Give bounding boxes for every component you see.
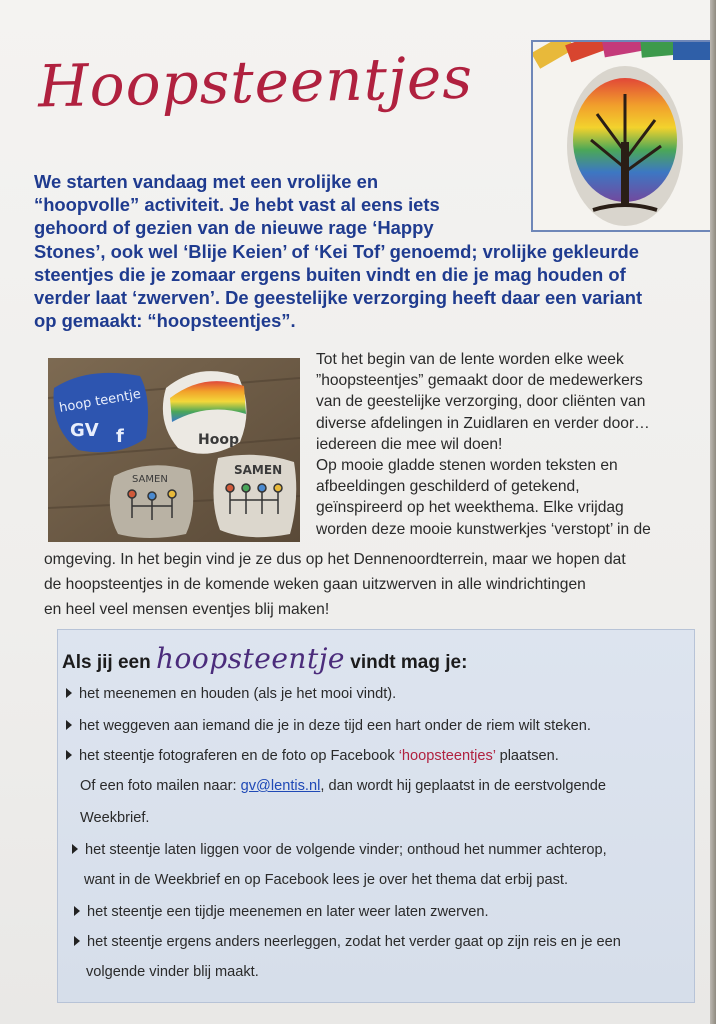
list-item-continued: want in de Weekbrief en op Facebook lees je over het thema dat erbij past.: [84, 872, 569, 888]
bullet-arrow-icon: [66, 688, 72, 698]
body-line: Op mooie gladde stenen worden teksten en: [316, 457, 618, 475]
list-item-continued: Of een foto mailen naar: gv@lentis.nl, dan wordt hij geplaatst in de eerstvolgende: [80, 778, 606, 794]
blue-stone-gv: GV: [70, 420, 99, 441]
page-title: Hoopsteentjes: [37, 43, 474, 121]
samen-right-text: SAMEN: [234, 463, 283, 477]
intro-line: “hoopvolle” activiteit. Je hebt vast al eens iets: [34, 194, 440, 216]
list-item: het steentje laten liggen voor de volgende vinder; onthoud het nummer achterop,: [72, 842, 607, 858]
body-line: omgeving. In het begin vind je ze dus op het Dennenoordterrein, maar we hopen dat: [44, 551, 626, 568]
blue-stone-text: hoop teentje: [58, 386, 143, 416]
body-line: de hoopsteentjes in de komende weken gaan uitzwerven in alle windrichtingen: [44, 576, 586, 593]
body-line: iedereen die mee wil doen!: [316, 435, 503, 453]
intro-line: op gemaakt: “hoopsteentjes”.: [34, 310, 296, 332]
box-heading-prefix: Als jij een: [62, 652, 151, 673]
painted-stones-photo: [48, 358, 300, 542]
list-item-continued: volgende vinder blij maakt.: [86, 964, 259, 980]
list-item-continued: Weekbrief.: [80, 810, 150, 826]
list-item: het steentje ergens anders neerleggen, zodat het verder gaat op zijn reis en je een: [74, 934, 621, 950]
rainbow-stone-text: Hoop: [198, 432, 239, 448]
page-edge: [710, 0, 716, 1024]
samen-left-text: SAMEN: [132, 474, 168, 485]
bullet-arrow-icon: [74, 906, 80, 916]
list-item: het weggeven aan iemand die je in deze tijd een hart onder de riem wilt steken.: [66, 718, 591, 734]
intro-line: Stones’, ook wel ‘Blije Keien’ of ‘Kei Tof’ genoemd; vrolijke gekleurde: [34, 240, 639, 262]
box-heading-script: hoopsteentje: [155, 642, 345, 675]
email-link[interactable]: gv@lentis.nl: [240, 778, 321, 794]
list-item: het steentje fotograferen en de foto op Facebook ‘hoopsteentjes’ plaatsen.: [66, 748, 559, 764]
bullet-arrow-icon: [66, 750, 72, 760]
bullet-arrow-icon: [74, 936, 80, 946]
body-line: afbeeldingen geschilderd of getekend,: [316, 478, 580, 496]
body-line: en heel veel mensen eventjes blij maken!: [44, 601, 330, 618]
painted-stones-illustration: [48, 358, 300, 542]
intro-paragraph: [34, 170, 694, 332]
facebook-f-icon: f: [116, 426, 124, 447]
intro-line: steentjes die je zomaar ergens buiten vindt en die je mag houden of: [34, 263, 626, 285]
instructions-box: [57, 629, 695, 1003]
bullet-arrow-icon: [72, 844, 78, 854]
bullet-arrow-icon: [66, 720, 72, 730]
list-item: het meenemen en houden (als je het mooi vindt).: [66, 686, 396, 702]
box-heading-suffix: vindt mag je:: [350, 652, 468, 673]
body-paragraph-continued: [44, 547, 704, 622]
box-heading: [62, 642, 467, 675]
body-line: ”hoopsteentjes” gemaakt door de medewerkers: [316, 372, 643, 390]
body-line: geïnspireerd op het weekthema. Elke vrijdag: [316, 499, 624, 517]
list-item: het steentje een tijdje meenemen en later weer laten zwerven.: [74, 904, 489, 920]
facebook-page-name: ‘hoopsteentjes’: [398, 748, 496, 764]
intro-line: We starten vandaag met een vrolijke en: [34, 171, 379, 192]
body-line: Tot het begin van de lente worden elke week: [316, 351, 624, 368]
body-line: diverse afdelingen in Zuidlaren en verder door…: [316, 414, 650, 432]
intro-line: gehoord of gezien van de nieuwe rage ‘Happy: [34, 217, 434, 239]
body-paragraph: [316, 349, 701, 540]
intro-line: verder laat ‘zwerven’. De geestelijke verzorging heeft daar een variant: [34, 287, 643, 309]
body-line: van de geestelijke verzorging, door cliënten van: [316, 393, 646, 411]
body-line: worden deze mooie kunstwerkjes ‘verstopt’ in de: [316, 520, 651, 538]
